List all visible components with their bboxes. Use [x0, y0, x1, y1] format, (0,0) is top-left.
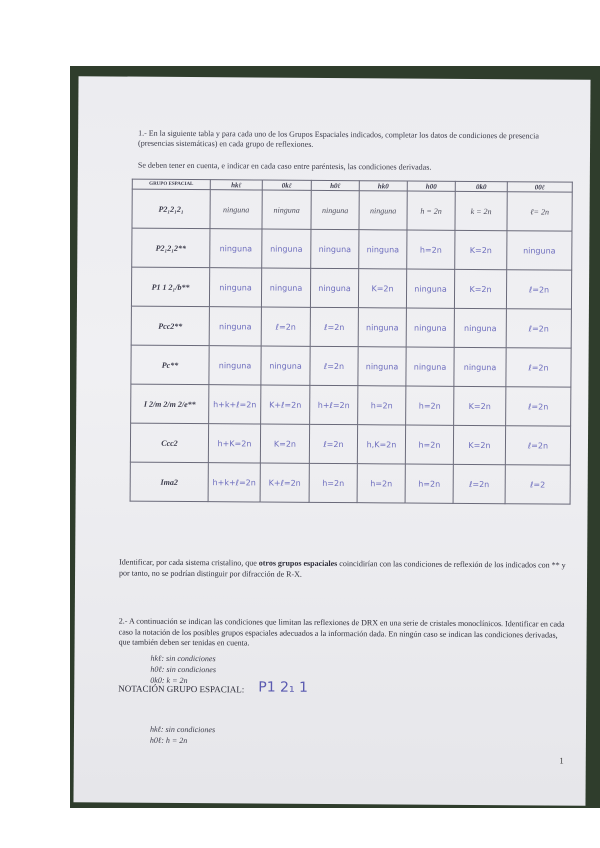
- handwritten-answer-cell: ninguna: [359, 230, 407, 269]
- handwritten-answer-cell: ninguna: [406, 269, 454, 308]
- table-row: [132, 189, 572, 231]
- handwritten-answer-cell: h=2n: [405, 425, 453, 464]
- handwritten-answer-cell: ninguna: [209, 268, 261, 307]
- table-row: [130, 423, 570, 465]
- space-group-cell: Ima2: [130, 462, 208, 502]
- handwritten-answer-cell: K+ℓ=2n: [260, 463, 309, 502]
- header-h0l: h0ℓ: [311, 180, 359, 190]
- handwritten-answer-cell: ninguna: [454, 347, 506, 386]
- condition-cell: k = 2n: [455, 191, 507, 230]
- handwritten-answer-cell: ℓ=2n: [506, 270, 571, 309]
- handwritten-answer-cell: ninguna: [262, 229, 311, 268]
- handwritten-answer-cell: ℓ=2: [505, 465, 570, 504]
- handwritten-answer-cell: ℓ=2n: [505, 426, 570, 465]
- handwritten-answer-cell: h=2n: [309, 463, 357, 502]
- table-row: [132, 228, 572, 270]
- handwritten-answer-cell: K=2n: [358, 269, 406, 308]
- space-group-cell: P1 1 2₁/b**: [131, 267, 209, 307]
- handwritten-answer-cell: ℓ=2n: [310, 346, 358, 385]
- handwritten-answer-cell: h=2n: [405, 464, 453, 503]
- handwritten-answer-cell: h=2n: [357, 464, 405, 503]
- handwritten-answer-cell: ℓ=2n: [453, 464, 505, 503]
- header-00l: 00ℓ: [507, 182, 572, 192]
- note-bold-phrase: otros grupos espaciales: [258, 558, 338, 569]
- table-row: [131, 267, 571, 309]
- handwritten-answer-cell: h+K=2n: [208, 424, 260, 463]
- handwritten-answer-cell: ninguna: [507, 231, 572, 270]
- handwritten-answer-cell: ninguna: [261, 346, 310, 385]
- handwritten-answer-cell: K=2n: [454, 269, 506, 308]
- space-group-cell: I 2/m 2/m 2/e**: [131, 384, 209, 424]
- header-0kl: 0kℓ: [262, 180, 311, 190]
- handwritten-answer-cell: K=2n: [453, 425, 505, 464]
- condition-line: h0ℓ: sin condiciones: [150, 664, 216, 675]
- table-row: [131, 384, 571, 426]
- space-group-cell: Pcc2**: [131, 306, 209, 346]
- condition-line: hkℓ: sin condiciones: [150, 653, 216, 664]
- paper-sheet: [73, 76, 590, 806]
- condition-cell: ninguna: [311, 190, 359, 229]
- space-group-cell: P2₁2₁2**: [132, 228, 210, 268]
- header-space-group: GRUPO ESPACIAL: [132, 179, 210, 190]
- table-row: [130, 462, 570, 504]
- page-number: 1: [559, 755, 564, 766]
- handwritten-answer-cell: K=2n: [454, 386, 506, 425]
- question-1-intro: 1.- En la siguiente tabla y para cada uno de los Grupos Espaciales indicados, completar los datos de condiciones de presencia (presencias sistemáticas) en cada grupo de reflexiones.: [138, 128, 539, 149]
- space-group-cell: Ccc2: [130, 423, 208, 463]
- handwritten-answer-cell: ninguna: [209, 346, 261, 385]
- handwritten-answer-cell: ninguna: [406, 308, 454, 347]
- handwritten-answer-cell: h=2n: [407, 230, 455, 269]
- handwritten-answer-cell: h=2n: [358, 386, 406, 425]
- note-text-start: Identificar, por cada sistema cristalino, que: [119, 557, 259, 568]
- notation-label: NOTACIÓN GRUPO ESPACIAL:: [118, 683, 245, 695]
- question-1-note: [119, 557, 569, 582]
- handwritten-answer-cell: ℓ=2n: [506, 348, 571, 387]
- handwritten-answer-cell: h+ℓ=2n: [310, 385, 358, 424]
- note-text-end: coincidirían con las condiciones de reflexión de los indicados con ** y por tanto, no se podrían distinguir por difracción de R-X.: [119, 559, 566, 579]
- condition-cell: ninguna: [359, 191, 407, 230]
- handwritten-answer-cell: ninguna: [261, 268, 310, 307]
- condition-line: 0k0: k = 2n: [150, 675, 188, 685]
- handwritten-answer-cell: ℓ=2n: [506, 309, 571, 348]
- handwritten-answer-cell: h=2n: [406, 386, 454, 425]
- condition-cell: h = 2n: [407, 191, 455, 230]
- question-1-instruction: Se deben tener en cuenta, e indicar en cada caso entre paréntesis, las condiciones derivadas.: [137, 160, 432, 172]
- space-group-table: [130, 179, 573, 505]
- condition-cell: ℓ= 2n: [507, 192, 572, 231]
- handwritten-answer-cell: ninguna: [310, 268, 358, 307]
- handwritten-answer-cell: ninguna: [406, 347, 454, 386]
- handwritten-notation-answer: P1 2₁ 1: [258, 679, 309, 696]
- handwritten-answer-cell: h+k+ℓ=2n: [208, 463, 260, 502]
- header-0k0: 0k0: [455, 181, 507, 191]
- handwritten-answer-cell: K+ℓ=2n: [261, 385, 310, 424]
- handwritten-answer-cell: ℓ=2n: [310, 307, 358, 346]
- handwritten-answer-cell: ninguna: [358, 347, 406, 386]
- condition-cell: ninguna: [262, 190, 311, 229]
- header-hkl: hkℓ: [210, 180, 262, 190]
- handwritten-answer-cell: ninguna: [210, 229, 262, 268]
- handwritten-answer-cell: K=2n: [455, 230, 507, 269]
- handwritten-answer-cell: h+k+ℓ=2n: [209, 385, 261, 424]
- table-row: [131, 345, 571, 387]
- space-group-cell: P2₁2₁2₁: [132, 189, 210, 229]
- header-h00: h00: [407, 181, 455, 191]
- handwritten-answer-cell: h,K=2n: [357, 425, 405, 464]
- header-hk0: hk0: [359, 181, 407, 191]
- condition-line: hkℓ: sin condiciones: [149, 724, 216, 735]
- condition-cell: ninguna: [210, 190, 262, 229]
- handwritten-answer-cell: ℓ=2n: [309, 424, 357, 463]
- handwritten-answer-cell: K=2n: [260, 424, 309, 463]
- handwritten-answer-cell: ninguna: [209, 307, 261, 346]
- handwritten-answer-cell: ℓ=2n: [506, 387, 571, 426]
- handwritten-answer-cell: ninguna: [358, 308, 406, 347]
- handwritten-answer-cell: ninguna: [311, 229, 359, 268]
- handwritten-answer-cell: ninguna: [454, 308, 506, 347]
- handwritten-answer-cell: ℓ=2n: [261, 307, 310, 346]
- question-2-text: 2.- A continuación se indican las condiciones que limitan las reflexiones de DRX en una serie de cristales monoclínicos. Identificar en cada caso la notación de los posibles grupos espaciales adecuados a la información dada. En ningún caso se indican las condiciones derivadas, que también deben ser tenidas en cuenta.: [118, 616, 565, 648]
- space-group-cell: Pc**: [131, 345, 209, 385]
- condition-line: h0ℓ: h = 2n: [149, 735, 188, 745]
- table-row: [131, 306, 571, 348]
